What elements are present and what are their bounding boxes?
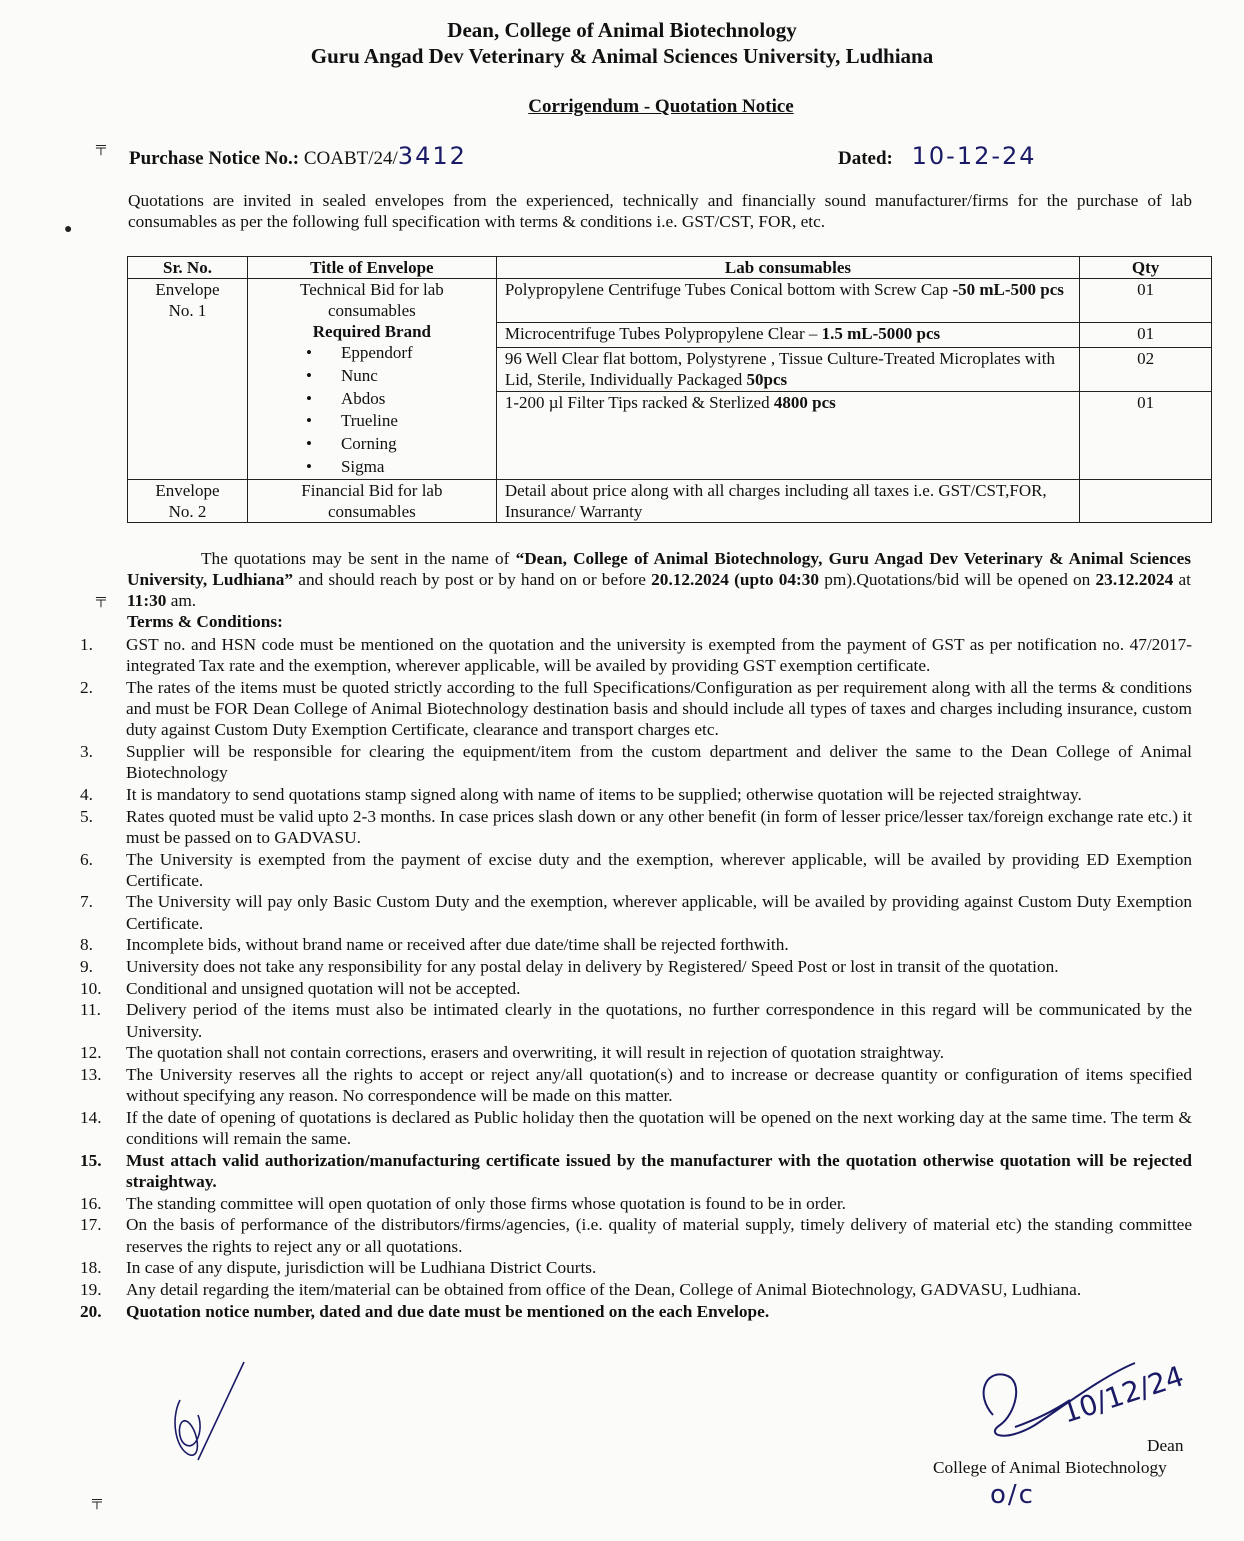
brand-item: • Nunc xyxy=(306,365,488,388)
brand-item: • Corning xyxy=(306,433,488,456)
item-qty: 01 xyxy=(1080,391,1212,479)
term-number: 15. xyxy=(80,1150,102,1170)
term-number: 3. xyxy=(80,742,93,762)
term-item xyxy=(60,1064,1192,1106)
item-quantity-spec: 1.5 mL-5000 pcs xyxy=(821,323,941,343)
term-text: The quotation shall not contain corrections, erasers and overwriting, it will result in rejection of quotation straightway. xyxy=(126,1043,945,1063)
term-text: Rates quoted must be valid upto 2-3 months. In case prices slash down or any other benefit (in form of lesser price/lesser tax/foreign exchange rate etc.) it must be passed on to GADVASU. xyxy=(126,806,1192,847)
term-item xyxy=(60,1107,1192,1149)
term-item xyxy=(60,1042,1192,1063)
term-item xyxy=(60,934,1192,955)
header-lab-consumables: Lab consumables xyxy=(496,257,1079,279)
brand-item: • Sigma xyxy=(306,456,488,479)
term-item xyxy=(60,1257,1192,1278)
header-line2: Guru Angad Dev Veterinary & Animal Sciences University, Ludhiana xyxy=(310,44,934,68)
term-text: Conditional and unsigned quotation will not be accepted. xyxy=(126,978,521,998)
oic-handwritten: o/c xyxy=(990,1480,1035,1510)
term-text: Delivery period of the items must also be intimated clearly in the quotations, no further correspondence in this regard will be communicated by the University. xyxy=(126,1000,1192,1041)
punch-mark: ╤ xyxy=(96,592,106,607)
header-qty: Qty xyxy=(1080,257,1212,279)
term-number: 9. xyxy=(80,957,93,977)
brand-item: • Trueline xyxy=(306,410,488,433)
term-text: Any detail regarding the item/material can be obtained from office of the Dean, College of Animal Biotechnology, GADVASU, Ludhiana. xyxy=(126,1280,1082,1300)
term-item xyxy=(60,849,1192,891)
submission-due-time: (upto 04:30 xyxy=(728,570,820,589)
term-item xyxy=(60,999,1192,1041)
item-quantity-spec: -50 mL-500 pcs xyxy=(952,280,1064,299)
dated-label: Dated: xyxy=(838,148,893,169)
signatory-title: Dean xyxy=(1147,1436,1184,1455)
term-number: 6. xyxy=(80,849,93,869)
brand-item: • Abdos xyxy=(306,388,488,411)
purchase-notice-prefix: COABT/24/ xyxy=(303,148,398,169)
term-text: In case of any dispute, jurisdiction will be Ludhiana District Courts. xyxy=(126,1258,597,1278)
item-quantity-spec: 4800 pcs xyxy=(773,392,836,412)
purchase-notice-handwritten: 3412 xyxy=(397,142,467,170)
intro-paragraph: Quotations are invited in sealed envelopes from the experienced, technically and financially sound manufacturer/firms for the purchase of lab consumables as per the following full specification with terms & conditions i.e. GST/CST, FOR, etc. xyxy=(128,191,1192,231)
submission-text: am. xyxy=(166,591,197,610)
term-item xyxy=(60,741,1192,783)
submission-text: The quotations may be sent in the name of xyxy=(201,549,516,568)
header-title-envelope: Title of Envelope xyxy=(247,257,496,279)
term-item xyxy=(60,1193,1192,1214)
initials-signature xyxy=(168,1360,248,1470)
term-text: GST no. and HSN code must be mentioned on the quotation and the university is exempted from the payment of GST as per notification no. 47/2017-integrated Tax rate and the exemption, wherever applicable, will be availed by providing GST exemption certificate. xyxy=(126,635,1192,676)
item-cell xyxy=(496,347,1079,391)
term-text: Must attach valid authorization/manufacturing certificate issued by the manufacturer with the quotation otherwise quotation will be rejected straightway. xyxy=(126,1150,1192,1192)
term-item xyxy=(60,784,1192,805)
term-text: The University is exempted from the payment of excise duty and the exemption, wherever applicable, will be availed by providing ED Exemption Certificate. xyxy=(126,849,1192,890)
term-number: 10. xyxy=(80,978,102,998)
term-number: 16. xyxy=(80,1193,102,1213)
item-qty: 01 xyxy=(1080,279,1212,323)
brand-list xyxy=(256,342,488,479)
term-number: 12. xyxy=(80,1043,102,1063)
brand-item: • Eppendorf xyxy=(306,342,488,365)
term-number: 2. xyxy=(80,677,93,697)
table-header-row xyxy=(128,257,1212,279)
item-text: 96 Well Clear flat bottom, Polystyrene , Tissue Culture-Treated Microplates with Lid, Sterile, Individually Packaged xyxy=(504,348,1055,389)
item-quantity-spec: 50pcs xyxy=(746,369,788,389)
punch-mark: ╤ xyxy=(96,140,106,155)
term-number: 19. xyxy=(80,1280,102,1300)
term-number: 18. xyxy=(80,1258,102,1278)
table-row xyxy=(128,279,1212,323)
envelope2-qty xyxy=(1080,479,1212,522)
term-text: The University reserves all the rights to accept or reject any/all quotation(s) and to increase or decrease quantity or configuration of items specified without specifying any reason. No correspondence will be made on this matter. xyxy=(126,1065,1192,1106)
term-item xyxy=(60,891,1192,933)
punch-mark: ╤ xyxy=(92,1494,102,1509)
term-text: It is mandatory to send quotations stamp signed along with name of items to be supplied; otherwise quotation will be rejected straightway. xyxy=(126,784,1082,804)
purchase-notice-number xyxy=(129,142,467,170)
envelope1-sr: Envelope No. 1 xyxy=(128,279,248,480)
submission-text: and should reach by post or by hand on or before xyxy=(293,570,652,589)
term-number: 7. xyxy=(80,892,93,912)
item-text: Polypropylene Centrifuge Tubes Conical bottom with Screw Cap xyxy=(504,280,953,299)
submission-open-time: 11:30 xyxy=(127,591,167,610)
term-item xyxy=(60,677,1192,741)
term-number: 14. xyxy=(80,1107,102,1127)
submission-open-date: 23.12.2024 xyxy=(1095,570,1174,589)
term-text: Quotation notice number, dated and due date must be mentioned on the each Envelope. xyxy=(126,1301,770,1321)
purchase-notice-label: Purchase Notice No.: xyxy=(129,148,300,169)
dated-handwritten: 10-12-24 xyxy=(911,142,1037,170)
item-cell xyxy=(496,322,1079,347)
envelope2-detail: Detail about price along with all charges including all taxes i.e. GST/CST,FOR, Insurance/ Warranty xyxy=(496,479,1079,522)
header-line1: Dean, College of Animal Biotechnology xyxy=(447,18,797,42)
consumables-table xyxy=(127,256,1212,523)
envelope2-title: Financial Bid for lab consumables xyxy=(247,479,496,522)
envelope2-sr: Envelope No. 2 xyxy=(128,479,248,522)
item-cell xyxy=(496,279,1079,323)
term-number: 13. xyxy=(80,1065,102,1085)
submission-addressee: “Dean, College of Animal Biotechnology, Guru Angad Dev Veterinary & Animal Sciences University, Ludhiana” xyxy=(127,549,1191,589)
term-number: 5. xyxy=(80,806,93,826)
term-number: 8. xyxy=(80,935,93,955)
submission-due-date: 20.12.2024 xyxy=(651,570,729,589)
item-text: Microcentrifuge Tubes Polypropylene Clear – xyxy=(504,323,822,343)
term-text: If the date of opening of quotations is declared as Public holiday then the quotation will be opened on the next working day at the same time. The term & conditions will remain the same. xyxy=(126,1107,1192,1149)
term-text: University does not take any responsibility for any postal delay in delivery by Registered/ Speed Post or lost in transit of the quotation. xyxy=(126,957,1059,977)
envelope1-title: Technical Bid for lab consumables xyxy=(300,280,444,320)
term-text: The standing committee will open quotation of only those firms whose quotation is found to be in order. xyxy=(126,1193,846,1213)
item-cell xyxy=(496,391,1079,479)
term-item xyxy=(60,1279,1192,1300)
punch-mark: ● xyxy=(64,222,73,237)
dated xyxy=(838,142,1037,170)
term-item xyxy=(60,1301,1192,1322)
term-text: The University will pay only Basic Custom Duty and the exemption, wherever applicable, will be availed by providing against Custom Duty Exemption Certificate. xyxy=(126,892,1192,933)
term-item xyxy=(60,1214,1192,1256)
required-brand-heading: Required Brand xyxy=(312,322,432,341)
header-sr-no: Sr. No. xyxy=(128,257,248,279)
notice-title: Corrigendum - Quotation Notice xyxy=(528,96,794,117)
term-number: 4. xyxy=(80,784,93,804)
term-text: Supplier will be responsible for clearing the equipment/item from the custom department and deliver the same to the Dean College of Animal Biotechnology xyxy=(126,742,1192,783)
signatory-office: College of Animal Biotechnology xyxy=(933,1458,1167,1477)
terms-title: Terms & Conditions: xyxy=(127,612,283,631)
term-text: Incomplete bids, without brand name or received after due date/time shall be rejected forthwith. xyxy=(126,935,789,955)
term-number: 1. xyxy=(80,635,93,654)
term-text: The rates of the items must be quoted strictly according to the full Specifications/Configuration as per requirement along with all the terms & conditions and must be FOR Dean College of Animal Biotechnology destination basis and should include all types of taxes and charges including insurance, custom duty against Custom Duty Exemption Certificate, clearance and transport charges etc. xyxy=(126,677,1192,740)
envelope1-title-cell xyxy=(247,279,496,480)
term-number: 17. xyxy=(80,1215,102,1235)
term-number: 20. xyxy=(80,1301,102,1321)
item-qty: 02 xyxy=(1080,347,1212,391)
submission-text: at xyxy=(1173,570,1191,589)
term-item xyxy=(60,956,1192,977)
term-item xyxy=(60,634,1192,676)
item-qty: 01 xyxy=(1080,322,1212,347)
terms-list xyxy=(60,634,1192,1323)
term-item xyxy=(60,1150,1192,1192)
item-text: 1-200 µl Filter Tips racked & Sterlized xyxy=(504,392,774,412)
term-item xyxy=(60,978,1192,999)
term-number: 11. xyxy=(80,1000,101,1020)
submission-paragraph xyxy=(127,548,1191,611)
table-row xyxy=(128,479,1212,522)
submission-text: pm).Quotations/bid will be opened on xyxy=(819,570,1096,589)
term-item xyxy=(60,806,1192,848)
term-text: On the basis of performance of the distributors/firms/agencies, (i.e. quality of material supply, timely delivery of material etc) the standing committee reserves the rights to reject any or all quotations. xyxy=(126,1215,1192,1256)
signature-date-handwritten: 10/12/24 xyxy=(1057,1359,1188,1430)
